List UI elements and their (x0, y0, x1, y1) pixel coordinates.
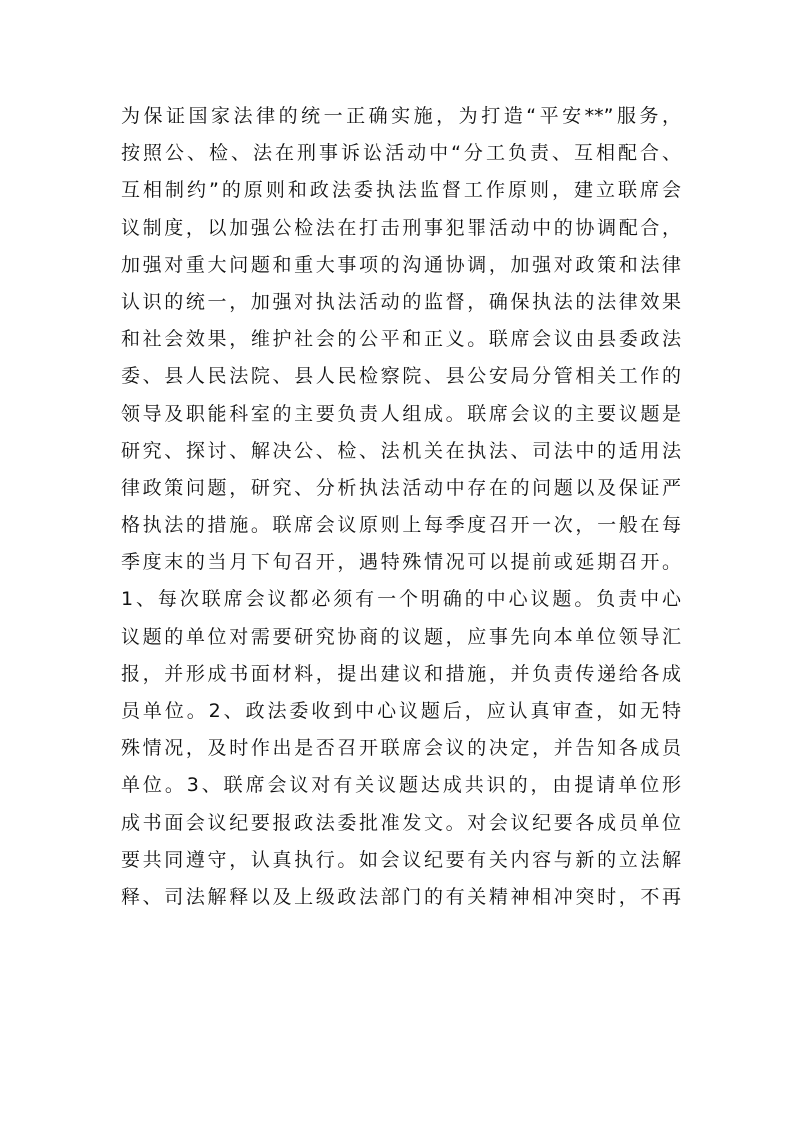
text-line-20: 成书面会议纪要报政法委批准发文。对会议纪要各成员单位 (121, 811, 681, 834)
text-line-15: 议题的单位对需要研究协商的议题，应事先向本单位领导汇 (121, 625, 681, 648)
text-line-19: 单位。3、联席会议对有关议题达成共识的，由提请单位形 (121, 774, 681, 797)
text-line-11: 律政策问题，研究、分析执法活动中存在的问题以及保证严 (121, 476, 681, 499)
text-line-22: 释、司法解释以及上级政法部门的有关精神相冲突时，不再 (121, 885, 681, 908)
text-line-5: 加强对重大问题和重大事项的沟通协调，加强对政策和法律 (121, 253, 681, 276)
text-line-7: 和社会效果，维护社会的公平和正义。联席会议由县委政法 (121, 328, 681, 351)
text-line-12: 格执法的措施。联席会议原则上每季度召开一次，一般在每 (121, 514, 681, 537)
text-line-14: 1、每次联席会议都必须有一个明确的中心议题。负责中心 (121, 588, 681, 611)
text-line-10: 研究、探讨、解决公、检、法机关在执法、司法中的适用法 (121, 439, 681, 462)
text-line-4: 议制度，以加强公检法在打击刑事犯罪活动中的协调配合， (121, 216, 681, 239)
text-line-8: 委、县人民法院、县人民检察院、县公安局分管相关工作的 (121, 365, 681, 388)
text-line-18: 殊情况，及时作出是否召开联席会议的决定，并告知各成员 (121, 737, 681, 760)
text-line-1: 为保证国家法律的统一正确实施，为打造“平安**”服务， (121, 105, 681, 127)
body-text (121, 98, 681, 916)
text-line-21: 要共同遵守，认真执行。如会议纪要有关内容与新的立法解 (121, 848, 681, 871)
text-line-6: 认识的统一，加强对执法活动的监督，确保执法的法律效果 (121, 290, 681, 313)
text-line-17: 员单位。2、政法委收到中心议题后，应认真审查，如无特 (121, 700, 681, 722)
text-line-3: 互相制约”的原则和政法委执法监督工作原则，建立联席会 (121, 179, 681, 202)
text-line-16: 报，并形成书面材料，提出建议和措施，并负责传递给各成 (121, 662, 681, 685)
text-line-2: 按照公、检、法在刑事诉讼活动中“分工负责、互相配合、 (121, 142, 681, 165)
text-line-13: 季度末的当月下旬召开，遇特殊情况可以提前或延期召开。 (121, 551, 681, 574)
text-line-9: 领导及职能科室的主要负责人组成。联席会议的主要议题是 (121, 402, 681, 425)
